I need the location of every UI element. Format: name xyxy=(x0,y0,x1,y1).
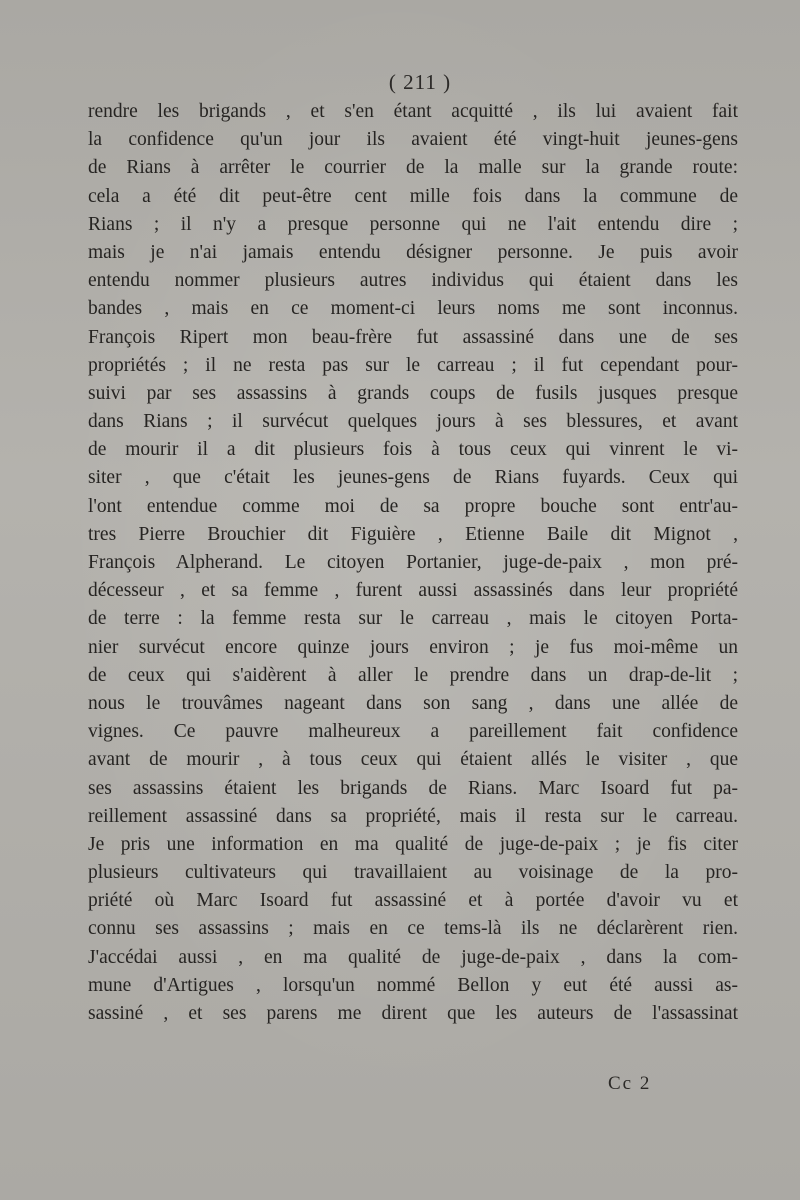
text-line: reillement assassiné dans sa propriété, mais il resta sur le carreau. xyxy=(88,805,738,827)
page-number: ( 211 ) xyxy=(388,70,452,94)
text-line: siter , que c'était les jeunes-gens de Rians fuyards. Ceux qui xyxy=(88,467,738,489)
text-line: nier survécut encore quinze jours environ ; je fus moi-même un xyxy=(88,636,738,658)
text-line: la confidence qu'un jour ils avaient été vingt-huit jeunes-gens xyxy=(88,129,738,151)
text-line: ses assassins étaient les brigands de Rians. Marc Isoard fut pa- xyxy=(88,777,738,799)
text-line: entendu nommer plusieurs autres individus qui étaient dans les xyxy=(88,270,738,292)
text-line: priété où Marc Isoard fut assassiné et à portée d'avoir vu et xyxy=(88,890,738,912)
text-line: Rians ; il n'y a presque personne qui ne l'ait entendu dire ; xyxy=(88,213,738,235)
text-line: suivi par ses assassins à grands coups de fusils jusques presque xyxy=(88,382,738,404)
text-line: François Ripert mon beau-frère fut assassiné dans une de ses xyxy=(88,326,738,348)
text-line: plusieurs cultivateurs qui travaillaient au voisinage de la pro- xyxy=(88,862,738,884)
text-line: connu ses assassins ; mais en ce tems-là ils ne déclarèrent rien. xyxy=(88,918,738,940)
text-line: tres Pierre Brouchier dit Figuière , Etienne Baile dit Mignot , xyxy=(88,523,738,545)
text-line: avant de mourir , à tous ceux qui étaient allés le visiter , que xyxy=(88,749,738,771)
text-line: vignes. Ce pauvre malheureux a pareillement fait confidence xyxy=(88,721,738,743)
text-line: dans Rians ; il survécut quelques jours à ses blessures, et avant xyxy=(88,411,738,433)
text-line: de ceux qui s'aidèrent à aller le prendre dans un drap-de-lit ; xyxy=(88,664,738,686)
text-line: Je pris une information en ma qualité de juge-de-paix ; je fis citer xyxy=(88,833,738,855)
text-line: l'ont entendue comme moi de sa propre bouche sont entr'au- xyxy=(88,495,738,517)
signature-mark: Cc 2 xyxy=(608,1073,652,1094)
text-line: François Alpherand. Le citoyen Portanier, juge-de-paix , mon pré- xyxy=(88,552,738,573)
text-line: de Rians à arrêter le courrier de la malle sur la grande route: xyxy=(88,157,738,179)
text-line: mais je n'ai jamais entendu désigner personne. Je puis avoir xyxy=(88,241,738,263)
text-line: rendre les brigands , et s'en étant acquitté , ils lui avaient fait xyxy=(88,101,738,122)
text-line: sassiné , et ses parens me dirent que les auteurs de l'assassinat xyxy=(88,1003,738,1024)
text-line: décesseur , et sa femme , furent aussi assassinés dans leur propriété xyxy=(88,580,738,602)
text-line: nous le trouvâmes nageant dans son sang , dans une allée de xyxy=(88,692,738,714)
text-line: cela a été dit peut-être cent mille fois dans la commune de xyxy=(88,185,738,207)
text-line: bandes , mais en ce moment-ci leurs noms me sont inconnus. xyxy=(88,298,738,320)
text-line: J'accédai aussi , en ma qualité de juge-de-paix , dans la com- xyxy=(88,946,738,968)
text-line: de mourir il a dit plusieurs fois à tous ceux qui vinrent le vi- xyxy=(88,439,738,461)
text-line: propriétés ; il ne resta pas sur le carreau ; il fut cependant pour- xyxy=(88,354,738,376)
body-text xyxy=(88,98,738,1028)
text-line: de terre : la femme resta sur le carreau , mais le citoyen Porta- xyxy=(88,608,738,630)
text-line: mune d'Artigues , lorsqu'un nommé Bellon y eut été aussi as- xyxy=(88,974,738,996)
